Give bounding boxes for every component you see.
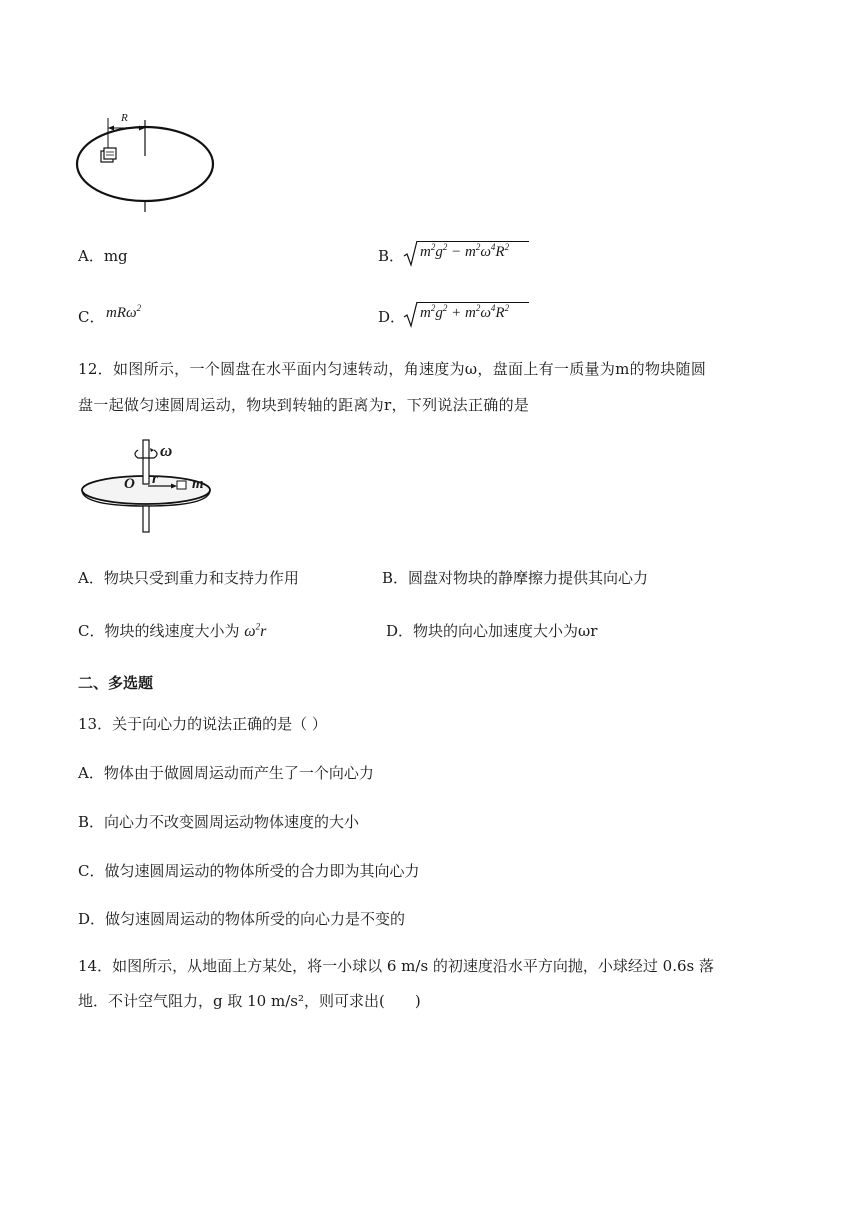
- q13-option-a: A．物体由于做圆周运动而产生了一个向心力: [78, 764, 374, 782]
- turntable-figure-1: [72, 108, 222, 218]
- q12-option-c: C．物块的线速度大小为 $\omega^2r$: [78, 621, 267, 640]
- q14-stem-line2: 地．不计空气阻力，g 取 10 m/s²，则可求出( ): [78, 992, 421, 1010]
- mass-label: m: [192, 476, 204, 492]
- radius-label: R: [121, 112, 128, 124]
- q12-option-c-text: C．物块的线速度大小为: [78, 622, 240, 640]
- q12-option-a: A．物块只受到重力和支持力作用: [78, 569, 299, 587]
- q12-option-b: B．圆盘对物块的静摩擦力提供其向心力: [382, 569, 649, 587]
- omega-label: ω: [160, 441, 173, 460]
- origin-label: O: [124, 476, 135, 492]
- q13-option-c: C．做匀速圆周运动的物体所受的合力即为其向心力: [78, 862, 420, 880]
- sqrt-sign-icon: [404, 301, 418, 327]
- q12-stem-line2: 盘一起做匀速圆周运动，物块到转轴的距离为r，下列说法正确的是: [78, 396, 530, 414]
- q11-option-b-prefix: B．: [378, 247, 405, 265]
- q11-option-c: mRω$^2$: [106, 303, 142, 321]
- section-title: 二、多选题: [78, 674, 154, 692]
- radius-r-label: r: [152, 470, 159, 487]
- q11-option-c-prefix: C．: [78, 308, 105, 326]
- q13-option-b: B．向心力不改变圆周运动物体速度的大小: [78, 813, 360, 831]
- q14-stem-line1: 14．如图所示，从地面上方某处，将一小球以 6 m/s 的初速度沿水平方向抛，小球经过 0.6s 落: [78, 957, 715, 975]
- q12-stem-line1: 12．如图所示，一个圆盘在水平面内匀速转动，角速度为ω，盘面上有一质量为m的物块随圆: [78, 360, 707, 378]
- q13-option-d: D．做匀速圆周运动的物体所受的向心力是不变的: [78, 910, 406, 928]
- sqrt-sign-icon: [404, 240, 418, 266]
- q11-option-a: A．mg: [78, 247, 128, 265]
- q12-option-d: D．物块的向心加速度大小为ωr: [386, 622, 598, 640]
- q11-option-d-prefix: D．: [378, 308, 406, 326]
- q13-stem: 13．关于向心力的说法正确的是（ ）: [78, 715, 327, 733]
